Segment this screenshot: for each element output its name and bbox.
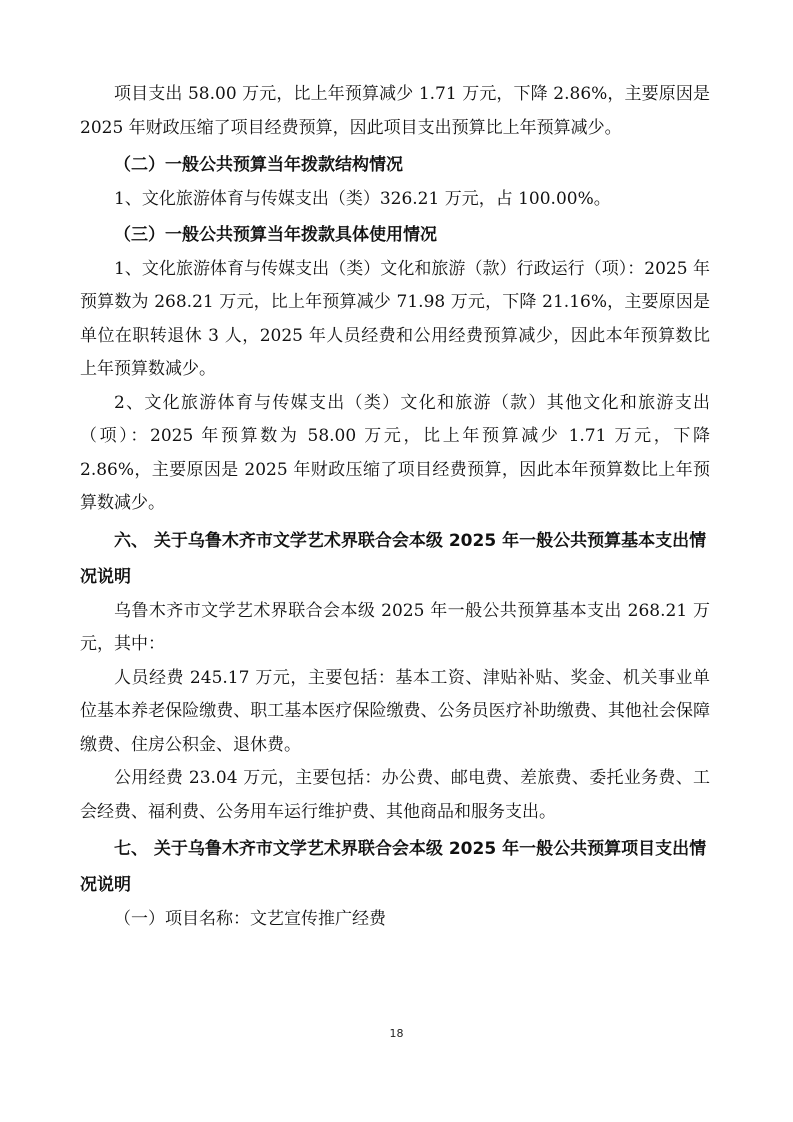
paragraph-basic-expense-total: 乌鲁木齐市文学艺术界联合会本级 2025 年一般公共预算基本支出 268.21 万元，其中：: [80, 600, 710, 654]
paragraph-other-culture-tourism: 2、文化旅游体育与传媒支出（类）文化和旅游（款）其他文化和旅游支出（项）：2025 年预算数为 58.00 万元，比上年预算减少 1.71 万元，下降 2.86%，主要原因是 2025 年财政压缩了项目经费预算，因此本年预算数比上年预算数减少。: [80, 392, 710, 513]
page-number: 18: [389, 1027, 404, 1040]
paragraph-public-expense: 公用经费 23.04 万元，主要包括：办公费、邮电费、差旅费、委托业务费、工会经费、福利费、公务用车运行维护费、其他商品和服务支出。: [80, 768, 710, 822]
section-heading-basic-expense: 六、 关于乌鲁木齐市文学艺术界联合会本级 2025 年一般公共预算基本支出情况说明: [80, 530, 707, 587]
document-body: [80, 78, 710, 937]
subheading-appropriation-structure: （二）一般公共预算当年拨款结构情况: [114, 155, 403, 175]
paragraph-personnel-expense: 人员经费 245.17 万元，主要包括：基本工资、津贴补贴、奖金、机关事业单位基本养老保险缴费、职工基本医疗保险缴费、公务员医疗补助缴费、其他社会保障缴费、住房公积金、退休费。: [80, 667, 710, 755]
subheading-appropriation-usage: （三）一般公共预算当年拨款具体使用情况: [114, 224, 437, 245]
paragraph-administrative-operation: 1、文化旅游体育与传媒支出（类）文化和旅游（款）行政运行（项）：2025 年预算数为 268.21 万元，比上年预算减少 71.98 万元，下降 21.16%，主要原因是单位在职转退休 3 人，2025 年人员经费和公用经费预算减少，因此本年预算数比上年预算数减少。: [80, 258, 710, 379]
paragraph-project-expense: 项目支出 58.00 万元，比上年预算减少 1.71 万元，下降 2.86%，主要原因是 2025 年财政压缩了项目经费预算，因此项目支出预算比上年预算减少。: [80, 84, 710, 138]
paragraph-project-name: （一）项目名称：文艺宣传推广经费: [114, 909, 386, 929]
paragraph-culture-tourism-total: 1、文化旅游体育与传媒支出（类）326.21 万元，占 100.00%。: [114, 189, 611, 209]
section-heading-project-expense: 七、 关于乌鲁木齐市文学艺术界联合会本级 2025 年一般公共预算项目支出情况说明: [80, 839, 707, 895]
